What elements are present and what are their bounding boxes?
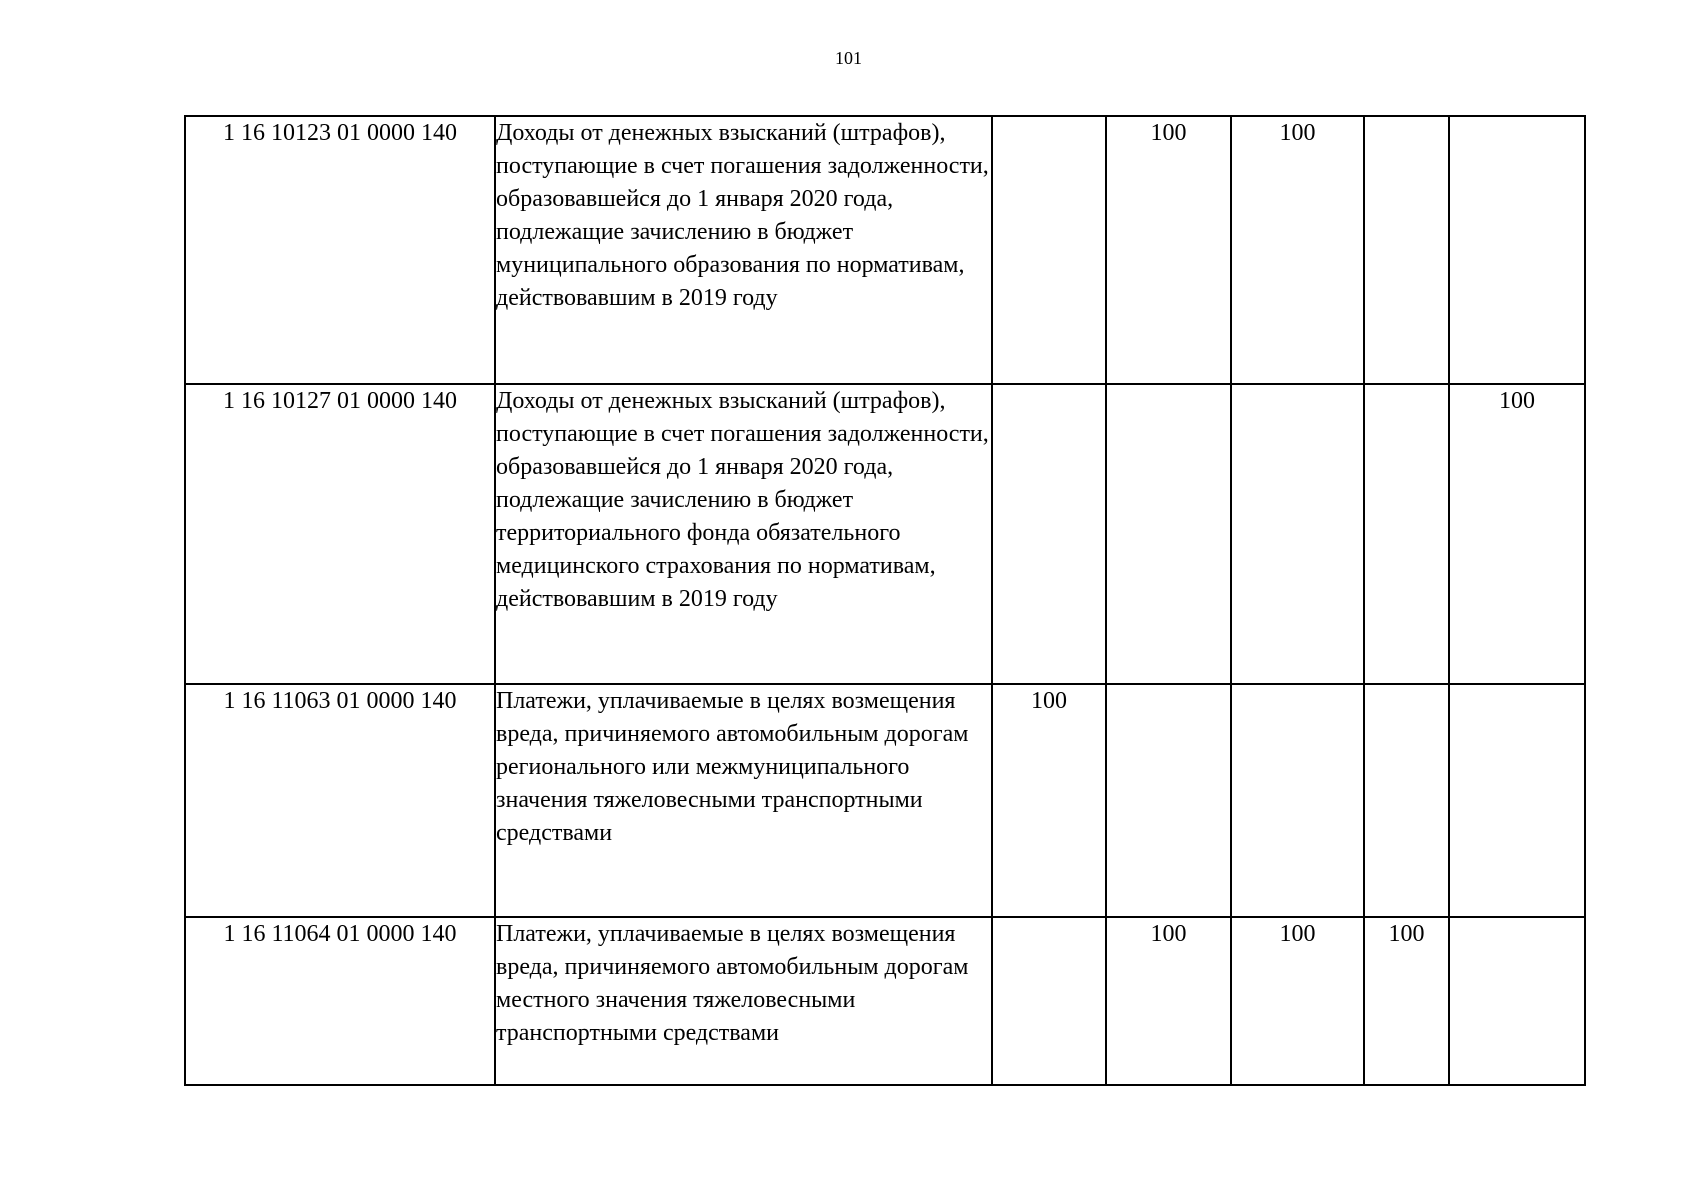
value-cell: 100: [992, 684, 1106, 917]
value-cell: [1364, 384, 1449, 684]
code-cell: 1 16 10123 01 0000 140: [185, 116, 495, 384]
description-cell: Платежи, уплачиваемые в целях возмещения вреда, причиняемого автомобильным дорогам регионального или межмуниципального значения тяжеловесными транспортными средствами: [495, 684, 992, 917]
value-cell: 100: [1364, 917, 1449, 1085]
table-row: [185, 917, 1585, 1085]
page-number: 101: [835, 48, 862, 68]
value-cell: [1364, 684, 1449, 917]
value-cell: [1106, 684, 1231, 917]
value-cell: [1449, 684, 1585, 917]
value-cell: [992, 116, 1106, 384]
table-row: [185, 684, 1585, 917]
table-row: [185, 384, 1585, 684]
description-cell: Доходы от денежных взысканий (штрафов), поступающие в счет погашения задолженности, образовавшейся до 1 января 2020 года, подлежащие зачислению в бюджет муниципального образования по нормативам, действовавшим в 2019 году: [495, 116, 992, 384]
value-cell: [1449, 116, 1585, 384]
table-row: [185, 116, 1585, 384]
code-cell: 1 16 11063 01 0000 140: [185, 684, 495, 917]
value-cell: 100: [1231, 116, 1364, 384]
code-cell: 1 16 10127 01 0000 140: [185, 384, 495, 684]
value-cell: 100: [1231, 917, 1364, 1085]
value-cell: 100: [1106, 116, 1231, 384]
description-cell: Доходы от денежных взысканий (штрафов), поступающие в счет погашения задолженности, образовавшейся до 1 января 2020 года, подлежащие зачислению в бюджет территориального фонда обязательного медицинского страхования по нормативам, действовавшим в 2019 году: [495, 384, 992, 684]
value-cell: [992, 384, 1106, 684]
value-cell: [1231, 684, 1364, 917]
value-cell: 100: [1449, 384, 1585, 684]
value-cell: [1449, 917, 1585, 1085]
value-cell: 100: [1106, 917, 1231, 1085]
description-cell: Платежи, уплачиваемые в целях возмещения вреда, причиняемого автомобильным дорогам местного значения тяжеловесными транспортными средствами: [495, 917, 992, 1085]
revenue-table: [184, 115, 1586, 1086]
value-cell: [1106, 384, 1231, 684]
value-cell: [1364, 116, 1449, 384]
value-cell: [992, 917, 1106, 1085]
code-cell: 1 16 11064 01 0000 140: [185, 917, 495, 1085]
value-cell: [1231, 384, 1364, 684]
